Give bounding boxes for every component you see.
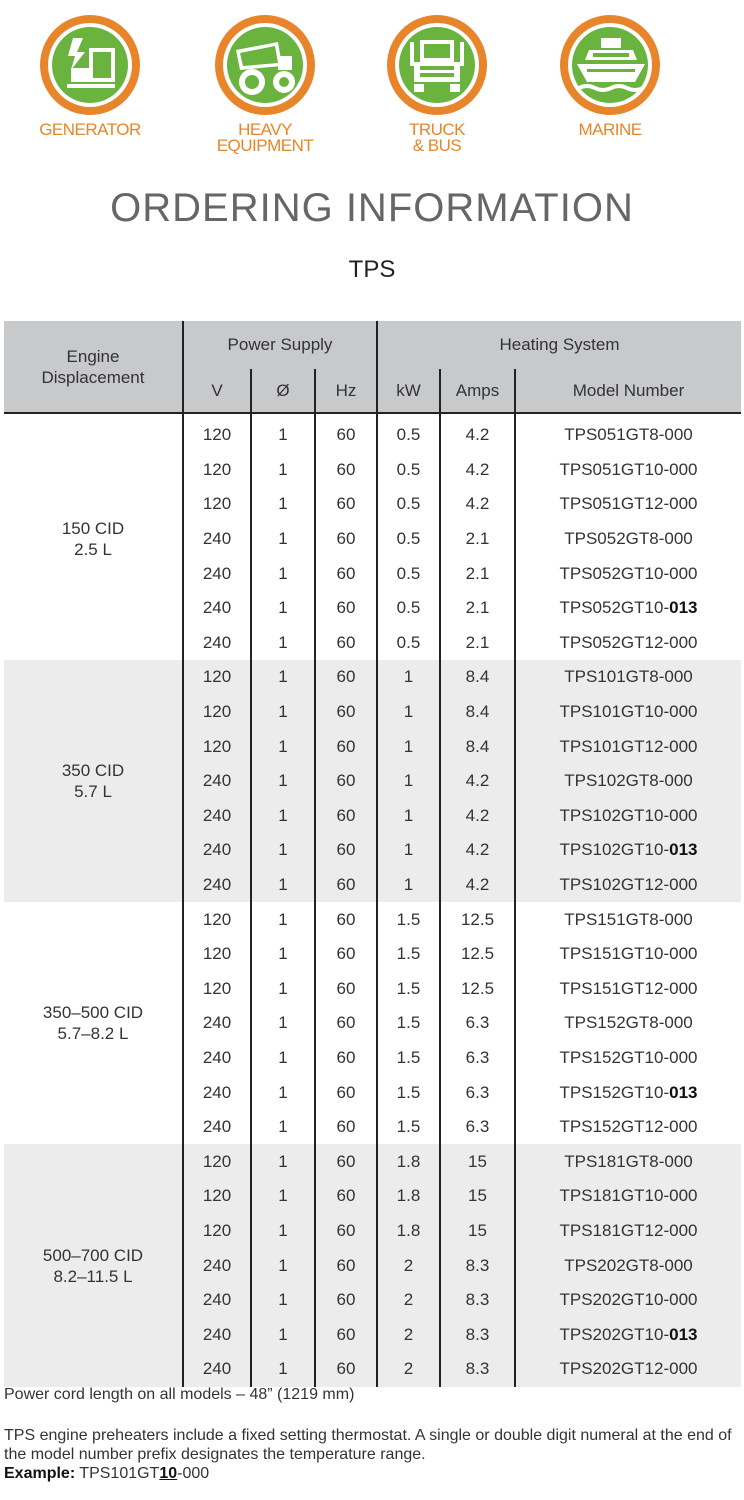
header-col-hz: Hz [315,369,377,413]
voltage-cell: 240 [183,1283,251,1318]
kw-cell: 2 [377,1352,440,1387]
model-number-cell [515,660,741,695]
phase-cell: 1 [251,660,315,695]
phase-cell: 1 [251,972,315,1007]
model-suffix: 000 [664,1013,693,1033]
example-suffix: -000 [177,1465,210,1482]
model-number-cell [515,1110,741,1145]
engine-cid: 350–500 CID [42,1003,144,1023]
phase-cell: 1 [251,1317,315,1352]
phase-cell: 1 [251,556,315,591]
model-suffix: 000 [669,736,698,756]
amps-cell: 4.2 [440,413,515,453]
model-number-cell [515,626,741,661]
phase-cell: 1 [251,413,315,453]
generator-label: GENERATOR [39,120,141,139]
hz-cell: 60 [315,487,377,522]
hz-cell: 60 [315,729,377,764]
engine-group [4,902,741,1144]
amps-cell: 2.1 [440,522,515,557]
model-suffix: 000 [669,563,698,583]
voltage-cell: 120 [183,487,251,522]
phase-cell: 1 [251,1006,315,1041]
voltage-cell: 240 [183,1110,251,1145]
model-suffix: 000 [669,944,698,964]
table-row [4,902,741,937]
model-prefix: TPS102GT10- [559,840,670,860]
model-number-cell [515,413,741,453]
page-title: ORDERING INFORMATION [110,186,634,230]
phase-cell: 1 [251,522,315,557]
hz-cell: 60 [315,764,377,799]
model-prefix: TPS152GT8- [564,1013,665,1033]
voltage-cell: 120 [183,902,251,937]
model-prefix: TPS202GT10- [559,1324,670,1344]
phase-cell: 1 [251,833,315,868]
voltage-cell: 240 [183,764,251,799]
voltage-cell: 240 [183,591,251,626]
model-number-cell [515,972,741,1007]
engine-displacement-cell [4,413,183,660]
kw-cell: 1 [377,799,440,834]
engine-cid: 350 CID [61,761,125,781]
amps-cell: 12.5 [440,937,515,972]
hz-cell: 60 [315,1283,377,1318]
hz-cell: 60 [315,972,377,1007]
phase-cell: 1 [251,1248,315,1283]
amps-cell: 4.2 [440,487,515,522]
header-engine-displacement [4,321,183,413]
amps-cell: 4.2 [440,453,515,488]
model-prefix: TPS052GT10- [559,598,670,618]
amps-cell: 2.1 [440,556,515,591]
amps-cell: 8.3 [440,1248,515,1283]
model-number-cell [515,764,741,799]
kw-cell: 1 [377,729,440,764]
amps-cell: 4.2 [440,799,515,834]
phase-cell: 1 [251,729,315,764]
amps-cell: 15 [440,1144,515,1179]
model-suffix: 000 [669,1047,698,1067]
engine-group [4,413,741,660]
voltage-cell: 120 [183,413,251,453]
voltage-cell: 240 [183,626,251,661]
model-prefix: TPS151GT8- [564,909,665,929]
voltage-cell: 240 [183,522,251,557]
model-prefix: TPS152GT10- [559,1047,670,1067]
thermostat-text: TPS engine preheaters include a fixed setting thermostat. A single or double digit numeral at the end of the model number prefix designates the temperature range. [4,1427,732,1463]
phase-cell: 1 [251,487,315,522]
table-row [4,660,741,695]
model-number-cell [515,729,741,764]
voltage-cell: 240 [183,1041,251,1076]
amps-cell: 12.5 [440,902,515,937]
engine-cid: 500–700 CID [42,1245,144,1265]
model-number-cell [515,1317,741,1352]
model-number-cell [515,556,741,591]
model-prefix: TPS181GT10- [559,1186,670,1206]
model-number-cell [515,695,741,730]
model-number-cell [515,1248,741,1283]
model-suffix: 000 [664,1255,693,1275]
hz-cell: 60 [315,1352,377,1387]
model-prefix: TPS202GT12- [559,1359,670,1379]
engine-cid: 150 CID [61,519,125,539]
kw-cell: 0.5 [377,626,440,661]
model-prefix: TPS202GT10- [559,1290,670,1310]
kw-cell: 1 [377,660,440,695]
voltage-cell: 120 [183,1214,251,1249]
engine-displacement-cell [4,1144,183,1386]
hz-cell: 60 [315,626,377,661]
phase-cell: 1 [251,1283,315,1318]
model-number-cell [515,902,741,937]
engine-liters: 5.7 L [74,782,112,802]
model-prefix: TPS202GT8- [564,1255,665,1275]
model-suffix: 000 [669,494,698,514]
kw-cell: 1.8 [377,1214,440,1249]
amps-cell: 4.2 [440,833,515,868]
kw-cell: 1.5 [377,972,440,1007]
phase-cell: 1 [251,591,315,626]
header-engine-text: Engine Displacement [41,346,145,387]
model-prefix: TPS151GT12- [559,978,670,998]
voltage-cell: 240 [183,1075,251,1110]
kw-cell: 0.5 [377,413,440,453]
model-suffix: 000 [664,1151,693,1171]
truck-bus-tile [362,12,512,154]
product-subtitle: TPS [348,256,396,283]
amps-cell: 6.3 [440,1110,515,1145]
voltage-cell: 120 [183,972,251,1007]
model-number-cell [515,1006,741,1041]
hz-cell: 60 [315,937,377,972]
model-number-cell [515,453,741,488]
kw-cell: 0.5 [377,453,440,488]
phase-cell: 1 [251,1110,315,1145]
voltage-cell: 120 [183,695,251,730]
amps-cell: 8.4 [440,660,515,695]
model-number-cell [515,1179,741,1214]
power-cord-note: Power cord length on all models – 48” (1219 mm) [4,1386,355,1403]
model-number-cell [515,1214,741,1249]
kw-cell: 0.5 [377,487,440,522]
generator-tile [15,12,165,138]
model-prefix: TPS152GT12- [559,1117,670,1137]
kw-cell: 1 [377,833,440,868]
hz-cell: 60 [315,868,377,903]
model-prefix: TPS052GT8- [564,529,665,549]
amps-cell: 15 [440,1179,515,1214]
model-prefix: TPS051GT12- [559,494,670,514]
model-suffix: 013 [669,840,698,860]
model-suffix: 000 [669,702,698,722]
phase-cell: 1 [251,868,315,903]
hz-cell: 60 [315,522,377,557]
phase-cell: 1 [251,937,315,972]
engine-liters: 2.5 L [74,540,112,560]
hz-cell: 60 [315,556,377,591]
header-col-v: V [183,369,251,413]
voltage-cell: 120 [183,937,251,972]
header-heating-system: Heating System [377,321,741,369]
hz-cell: 60 [315,833,377,868]
engine-displacement-cell [4,660,183,902]
phase-cell: 1 [251,1041,315,1076]
kw-cell: 2 [377,1283,440,1318]
model-prefix: TPS181GT12- [559,1220,670,1240]
model-suffix: 000 [664,909,693,929]
model-suffix: 000 [669,1186,698,1206]
hz-cell: 60 [315,695,377,730]
heavy-equipment-label: HEAVY EQUIPMENT [216,120,314,155]
model-number-cell [515,487,741,522]
model-prefix: TPS051GT10- [559,459,670,479]
voltage-cell: 240 [183,799,251,834]
model-prefix: TPS152GT10- [559,1082,670,1102]
model-number-cell [515,1144,741,1179]
voltage-cell: 120 [183,453,251,488]
marine-icon [557,12,663,118]
model-suffix: 000 [669,875,698,895]
header-col-phase: Ø [251,369,315,413]
phase-cell: 1 [251,626,315,661]
model-suffix: 013 [669,598,698,618]
kw-cell: 0.5 [377,556,440,591]
model-prefix: TPS051GT8- [564,425,665,445]
hz-cell: 60 [315,453,377,488]
hz-cell: 60 [315,660,377,695]
model-prefix: TPS101GT12- [559,736,670,756]
voltage-cell: 120 [183,1144,251,1179]
model-prefix: TPS101GT8- [564,667,665,687]
example-digits: 10 [159,1465,178,1482]
example-prefix: TPS101GT [79,1465,160,1482]
ordering-table [4,321,741,1387]
kw-cell: 1.8 [377,1144,440,1179]
amps-cell: 8.4 [440,695,515,730]
model-number-cell [515,522,741,557]
phase-cell: 1 [251,453,315,488]
voltage-cell: 240 [183,1006,251,1041]
amps-cell: 2.1 [440,626,515,661]
kw-cell: 1.5 [377,1075,440,1110]
voltage-cell: 120 [183,1179,251,1214]
table-row [4,413,741,453]
amps-cell: 4.2 [440,764,515,799]
model-suffix: 000 [664,771,693,791]
heavy-equipment-tile [190,12,340,154]
marine-tile [535,12,685,138]
model-prefix: TPS101GT10- [559,702,670,722]
thermostat-note [4,1426,738,1483]
model-prefix: TPS052GT12- [559,632,670,652]
phase-cell: 1 [251,695,315,730]
phase-cell: 1 [251,1144,315,1179]
voltage-cell: 120 [183,660,251,695]
heavy-equipment-icon [212,12,318,118]
voltage-cell: 240 [183,868,251,903]
header-col-model: Model Number [515,369,741,413]
voltage-cell: 240 [183,556,251,591]
kw-cell: 1.5 [377,937,440,972]
model-suffix: 000 [669,1359,698,1379]
hz-cell: 60 [315,902,377,937]
model-number-cell [515,1075,741,1110]
model-number-cell [515,937,741,972]
model-number-cell [515,1283,741,1318]
kw-cell: 2 [377,1317,440,1352]
voltage-cell: 240 [183,1248,251,1283]
generator-icon [37,12,143,118]
engine-group [4,1144,741,1386]
kw-cell: 1.5 [377,1110,440,1145]
hz-cell: 60 [315,1179,377,1214]
truck-bus-label: TRUCK & BUS [408,120,466,155]
kw-cell: 1.8 [377,1179,440,1214]
engine-group [4,660,741,902]
header-power-supply: Power Supply [183,321,377,369]
kw-cell: 1.5 [377,902,440,937]
kw-cell: 0.5 [377,522,440,557]
amps-cell: 8.3 [440,1352,515,1387]
header-col-amps: Amps [440,369,515,413]
phase-cell: 1 [251,1179,315,1214]
model-suffix: 000 [664,425,693,445]
amps-cell: 6.3 [440,1006,515,1041]
amps-cell: 15 [440,1214,515,1249]
hz-cell: 60 [315,591,377,626]
phase-cell: 1 [251,1352,315,1387]
model-number-cell [515,1041,741,1076]
model-suffix: 000 [669,1117,698,1137]
truck-bus-icon [384,12,490,118]
hz-cell: 60 [315,1075,377,1110]
amps-cell: 6.3 [440,1075,515,1110]
model-number-cell [515,1352,741,1387]
amps-cell: 4.2 [440,868,515,903]
example-label: Example: [4,1465,76,1482]
hz-cell: 60 [315,413,377,453]
model-prefix: TPS151GT10- [559,944,670,964]
hz-cell: 60 [315,1214,377,1249]
model-suffix: 000 [669,632,698,652]
model-number-cell [515,799,741,834]
voltage-cell: 240 [183,1352,251,1387]
kw-cell: 1.5 [377,1006,440,1041]
phase-cell: 1 [251,799,315,834]
amps-cell: 12.5 [440,972,515,1007]
header-col-kw: kW [377,369,440,413]
voltage-cell: 240 [183,833,251,868]
model-number-cell [515,591,741,626]
model-suffix: 000 [669,1290,698,1310]
model-number-cell [515,868,741,903]
engine-liters: 8.2–11.5 L [53,1266,133,1286]
model-suffix: 013 [669,1324,698,1344]
model-suffix: 000 [669,459,698,479]
model-prefix: TPS102GT12- [559,875,670,895]
hz-cell: 60 [315,1317,377,1352]
amps-cell: 2.1 [440,591,515,626]
model-prefix: TPS102GT8- [564,771,665,791]
kw-cell: 1 [377,764,440,799]
marine-label: MARINE [578,120,642,139]
kw-cell: 2 [377,1248,440,1283]
model-number-cell [515,833,741,868]
phase-cell: 1 [251,1075,315,1110]
model-suffix: 000 [664,529,693,549]
engine-displacement-cell [4,902,183,1144]
amps-cell: 8.3 [440,1283,515,1318]
hz-cell: 60 [315,1144,377,1179]
kw-cell: 0.5 [377,591,440,626]
amps-cell: 6.3 [440,1041,515,1076]
kw-cell: 1 [377,695,440,730]
model-suffix: 013 [669,1082,698,1102]
kw-cell: 1 [377,868,440,903]
model-suffix: 000 [664,667,693,687]
application-icons [0,0,744,170]
hz-cell: 60 [315,1248,377,1283]
phase-cell: 1 [251,902,315,937]
voltage-cell: 240 [183,1317,251,1352]
hz-cell: 60 [315,1041,377,1076]
hz-cell: 60 [315,1110,377,1145]
amps-cell: 8.3 [440,1317,515,1352]
table-row [4,1144,741,1179]
kw-cell: 1.5 [377,1041,440,1076]
phase-cell: 1 [251,764,315,799]
model-suffix: 000 [669,805,698,825]
voltage-cell: 120 [183,729,251,764]
hz-cell: 60 [315,799,377,834]
engine-liters: 5.7–8.2 L [57,1024,129,1044]
amps-cell: 8.4 [440,729,515,764]
hz-cell: 60 [315,1006,377,1041]
model-prefix: TPS181GT8- [564,1151,665,1171]
phase-cell: 1 [251,1214,315,1249]
model-suffix: 000 [669,978,698,998]
model-suffix: 000 [669,1220,698,1240]
model-prefix: TPS052GT10- [559,563,670,583]
model-prefix: TPS102GT10- [559,805,670,825]
